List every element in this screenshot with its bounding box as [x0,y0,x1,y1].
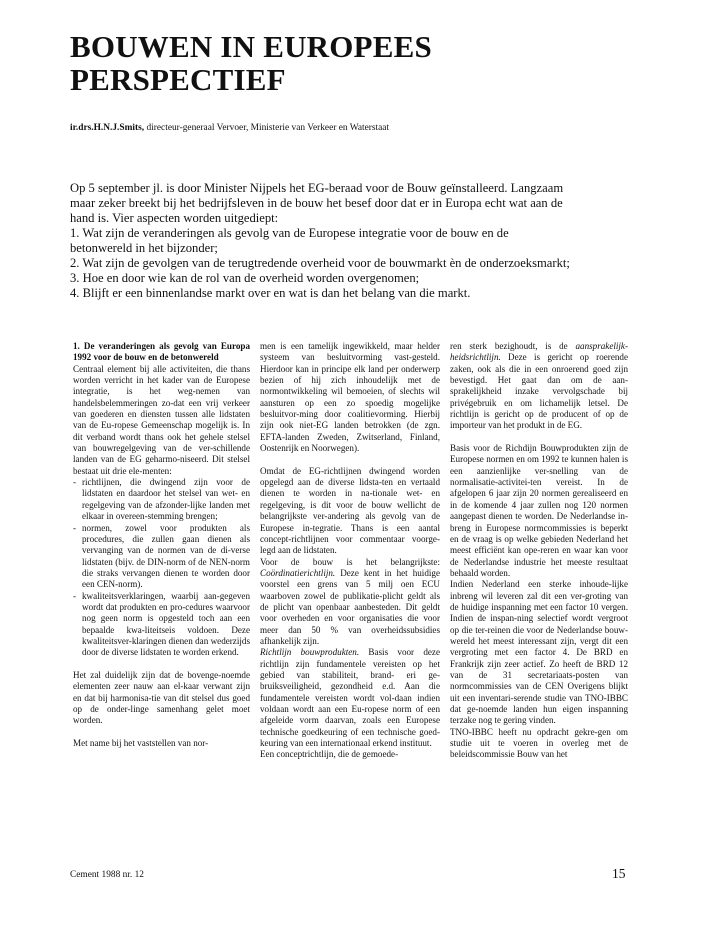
directive-name: aansprakelijk-heidsrichtlijn. [450,341,628,363]
intro-question-4: 4. Blijft er een binnenlandse markt over en wat is dan het belang van die markt. [70,286,471,300]
column3-paragraph-2: Basis voor de Richdijn Bouwprodukten zijn de Europese normen en om 1992 te kunnen halen is een aanzienlijke ver-snelling van de normalisatie-activitei-ten vereist. In de afgelopen 6 jaar zijn 20 normen gerealiseerd en in de komende 4 jaar zullen nog 120 normen aangepast dienen te worden. De Nederlandse in-breng in Europese normcommissies is beperkt en de vraag is op welke gebieden Nederland het meest efficiënt kan ope-reren en waar kan voor de Nederlandse industrie het meeste resultaat behaald worden. [450,443,628,578]
column-2 [260,341,440,761]
column3-paragraph-1 [450,341,628,432]
bullet-dash: - [73,590,77,601]
paragraph-text: Basis voor deze richtlijn zijn fundamentele vereisten op het gebied van stabiliteit, brand- eri ge-bruiksveiligheid, gezondheid e.d. Aan die fundamentele vereisten wordt vol-daan indien voldaan wordt aan een Eu-ropese norm of een afgeleide vorm daarvan, zoals een Europese technische goedkeuring of een technische goed-keuring van een internationaal erkend instituut. [260,647,440,749]
paragraph-text: ren sterk bezighoudt, is de [450,341,568,351]
directive-name: Richtlijn bouwprodukten. [260,647,360,658]
column2-paragraph-5: Een conceptrichtlijn, die de gemoede- [260,749,399,760]
title-line-2: PERSPECTIEF [70,62,286,97]
column2-paragraph-4 [260,647,440,749]
list-item [73,591,250,659]
intro-question-3: 3. Hoe en door wie kan de rol van de overheid worden overgenomen; [70,271,420,285]
directive-name: Coördinatierichtlijn. [260,567,336,578]
article-title [70,30,670,96]
column1-paragraph-1: Centraal element bij alle activiteiten, die thans worden verricht in het kader van de Europese integratie, is het weg-nemen van handelsbelemmeringen zo-dat een vrij verkeer van goederen en diensten tussen alle lidstaten van de Eu-ropese Gemeenschap mogelijk is. In dit verband wordt thans ook het gehele stelsel van bouwregelgeving van de ver-schillende landen van de EG geharmo-niseerd. Dit stelsel bestaat uit drie ele-menten: [73,363,250,476]
column2-paragraph-1: men is een tamelijk ingewikkeld, maar helder systeem van besluitvorming vast-gesteld. Hierdoor kan in principe elk land per onderwerp bezien of hij zich inhoudelijk met de normontwikkeling wil bemoeien, of slechts wil aansturen op een zo spoedig mogelijke besluitvor-ming door coalitievorming. Hierbij zijn ook niet-EG landen betrokken (de zgn. EFTA-landen Zweden, Zwitserland, Finland, Oostenrijk en Noorwegen). [260,341,440,454]
intro [70,181,570,301]
byline [70,123,389,133]
list-item-text: richtlijnen, die dwingend zijn voor de lidstaten en daardoor het stelsel van wet- en regelgeving van de afzonder-lijke landen met elkaar in overeen-stemming brengen; [82,477,250,522]
column2-paragraph-3 [260,557,440,648]
title-line-1: BOUWEN IN EUROPEES [70,29,432,64]
paragraph-text: Deze is gericht op roerende zaken, ook als die in een onroerend goed zijn bevestigd. Het gaat dan om de aan-sprakelijkheid inzake vervolgschade bij privégebruik en om lichamelijk letsel. De richtlijn is gericht op de producent of op de importeur van het produkt in de EG. [450,352,628,431]
author-name: ir.drs.H.N.J.Smits, [70,123,145,133]
page-number: 15 [612,866,626,881]
column3-paragraph-4: TNO-IBBC heeft nu opdracht gekre-gen om studie uit te voeren in overleg met de beleidscommissie Bouw van het [450,726,628,760]
list-item [73,477,250,522]
column1-paragraph-3: Met name bij het vaststellen van nor- [73,738,209,749]
column-1 [73,341,250,749]
author-role: directeur-generaal Vervoer, Ministerie van Verkeer en Waterstaat [146,123,390,133]
intro-paragraph: Op 5 september jl. is door Minister Nijpels het EG-beraad voor de Bouw geïnstalleerd. Langzaam maar zeker breekt bij het bedrijfsleven in de bouw het besef door dat er in Europa echt wat aan de hand is. Vier aspecten worden uitgediept: [70,181,564,225]
intro-question-1: 1. Wat zijn de veranderingen als gevolg van de Europese integratie voor de bouw en de betonwereld in het bijzonder; [70,226,509,255]
paragraph-text: Voor de bouw is het belangrijkste: [260,556,440,567]
column-3 [450,341,628,761]
list-item [73,523,250,591]
paragraph-text: Deze kent in het huidige voorstel een grens van 5 milj oen ECU waarboven zowel de publikatie-plicht geldt als de plicht van openbaar aanbesteden. Dit geldt voor overheden en voor organisaties die voor meer dan 50 % van overheidssubsidies afhankelijk zijn. [260,567,440,646]
bullet-dash: - [73,477,77,488]
intro-question-2: 2. Wat zijn de gevolgen van de terugtredende overheid voor de bouwmarkt èn de onderzoeksmarkt; [70,256,570,270]
column1-paragraph-2: Het zal duidelijk zijn dat de bovenge-noemde elementen zeer nauw aan el-kaar verwant zijn en dat bij harmonisa-tie van dit stelsel dus goed op de onder-linge samenhang gelet moet worden. [73,669,250,726]
section-heading: 1. De veranderingen als gevolg van Europa 1992 voor de bouw en de betonwereld [73,341,250,363]
bullet-dash: - [73,522,77,533]
journal-footer: Cement 1988 nr. 12 [70,870,144,880]
list-item-text: kwaliteitsverklaringen, waarbij aan-gegeven wordt dat produkten en pro-cedures waarvoor nog geen norm is opgesteld toch aan een bepaalde kwa-liteitseis voldoen. Deze kwaliteitsver-klaringen dienen dan wederzijds door de diverse lidstaten te worden erkend. [82,590,250,658]
column3-paragraph-3: Indien Nederland een sterke inhoude-lijke inbreng wil leveren zal dit een ver-groting van de huidige inspanning met een factor 10 vergen. Indien de inspan-ning selectief wordt vergroot op die ter-reinen die voor de Nederlandse bouw-wereld het meest interessant zijn, vergt dit een vergroting met een factor 4. De BRD en Frankrijk zijn zeer actief. Zo heeft de BRD 12 van de 31 secretariaats-posten van normcommissies van de CEN Overigens blijkt uit een inventari-serende studie van TNO-IBBC dat ge-noemde landen hun eigen inspanning terzake nog te gering vinden. [450,579,628,726]
list-item-text: normen, zowel voor produkten als procedures, die zullen gaan dienen als vervanging van de normen van de di-verse lidstaten (bijv. de DIN-norm of de NEN-norm die straks vervangen dienen te worden door een CEN-norm). [82,522,250,590]
element-list [73,477,250,659]
column2-paragraph-2: Omdat de EG-richtlijnen dwingend worden opgelegd aan de diverse lidsta-ten en vertaald dienen te worden in na-tionale wet- en regelgeving, is dit voor de bouw wellicht de belangrijkste ver-andering als gevolg van de Europese in-tegratie. Thans is een aantal concept-richtlijnen voor commentaar voorge-legd aan de lidstaten. [260,465,440,556]
